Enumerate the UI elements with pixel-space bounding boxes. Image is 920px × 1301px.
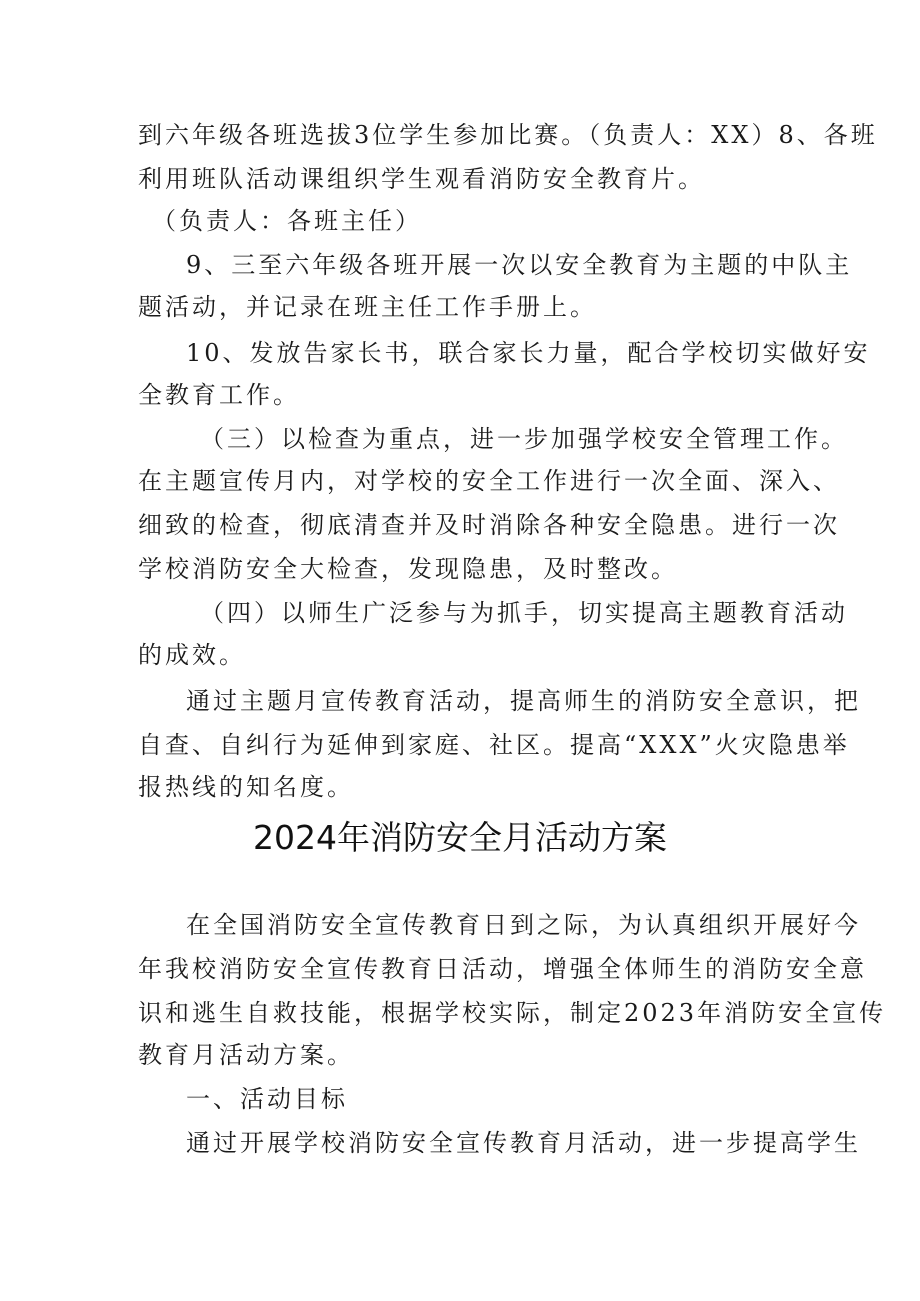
- text-line: 教育月活动方案。: [138, 1041, 354, 1069]
- text-line: 报热线的知名度。: [138, 773, 354, 801]
- text-line: 通过主题月宣传教育活动，提高师生的消防安全意识，把: [186, 687, 861, 715]
- text-line: 在全国消防安全宣传教育日到之际，为认真组织开展好今: [186, 911, 861, 939]
- section-heading: 一、活动目标: [186, 1085, 348, 1113]
- text-line: 自查、自纠行为延伸到家庭、社区。提高“XXX”火灾隐患举: [138, 731, 850, 759]
- text-line: （负责人：各班主任）: [152, 207, 422, 235]
- text-line: 识和逃生自救技能，根据学校实际，制定2023年消防安全宣传: [138, 999, 887, 1027]
- text-line: 10、发放告家长书，联合家长力量，配合学校切实做好安: [186, 339, 871, 367]
- section-heading: （三）以检查为重点，进一步加强学校安全管理工作。: [200, 425, 848, 453]
- text-line: 学校消防安全大检查，发现隐患，及时整改。: [138, 555, 678, 583]
- text-line: 的成效。: [138, 641, 246, 669]
- section-heading: （四）以师生广泛参与为抓手，切实提高主题教育活动: [200, 599, 848, 627]
- text-line: 通过开展学校消防安全宣传教育月活动，进一步提高学生: [186, 1129, 861, 1157]
- text-line: 全教育工作。: [138, 381, 300, 409]
- text-line: 年我校消防安全宣传教育日活动，增强全体师生的消防安全意: [138, 955, 867, 983]
- text-line: 细致的检查，彻底清查并及时消除各种安全隐患。进行一次: [138, 511, 840, 539]
- document-title: 2024年消防安全月活动方案: [253, 818, 667, 857]
- text-line: 在主题宣传月内，对学校的安全工作进行一次全面、深入、: [138, 467, 840, 495]
- text-line: 到六年级各班选拔3位学生参加比赛。（负责人：XX）8、各班: [138, 121, 878, 149]
- text-line: 9、三至六年级各班开展一次以安全教育为主题的中队主: [186, 251, 853, 279]
- text-line: 利用班队活动课组织学生观看消防安全教育片。: [138, 165, 705, 193]
- text-line: 题活动，并记录在班主任工作手册上。: [138, 293, 597, 321]
